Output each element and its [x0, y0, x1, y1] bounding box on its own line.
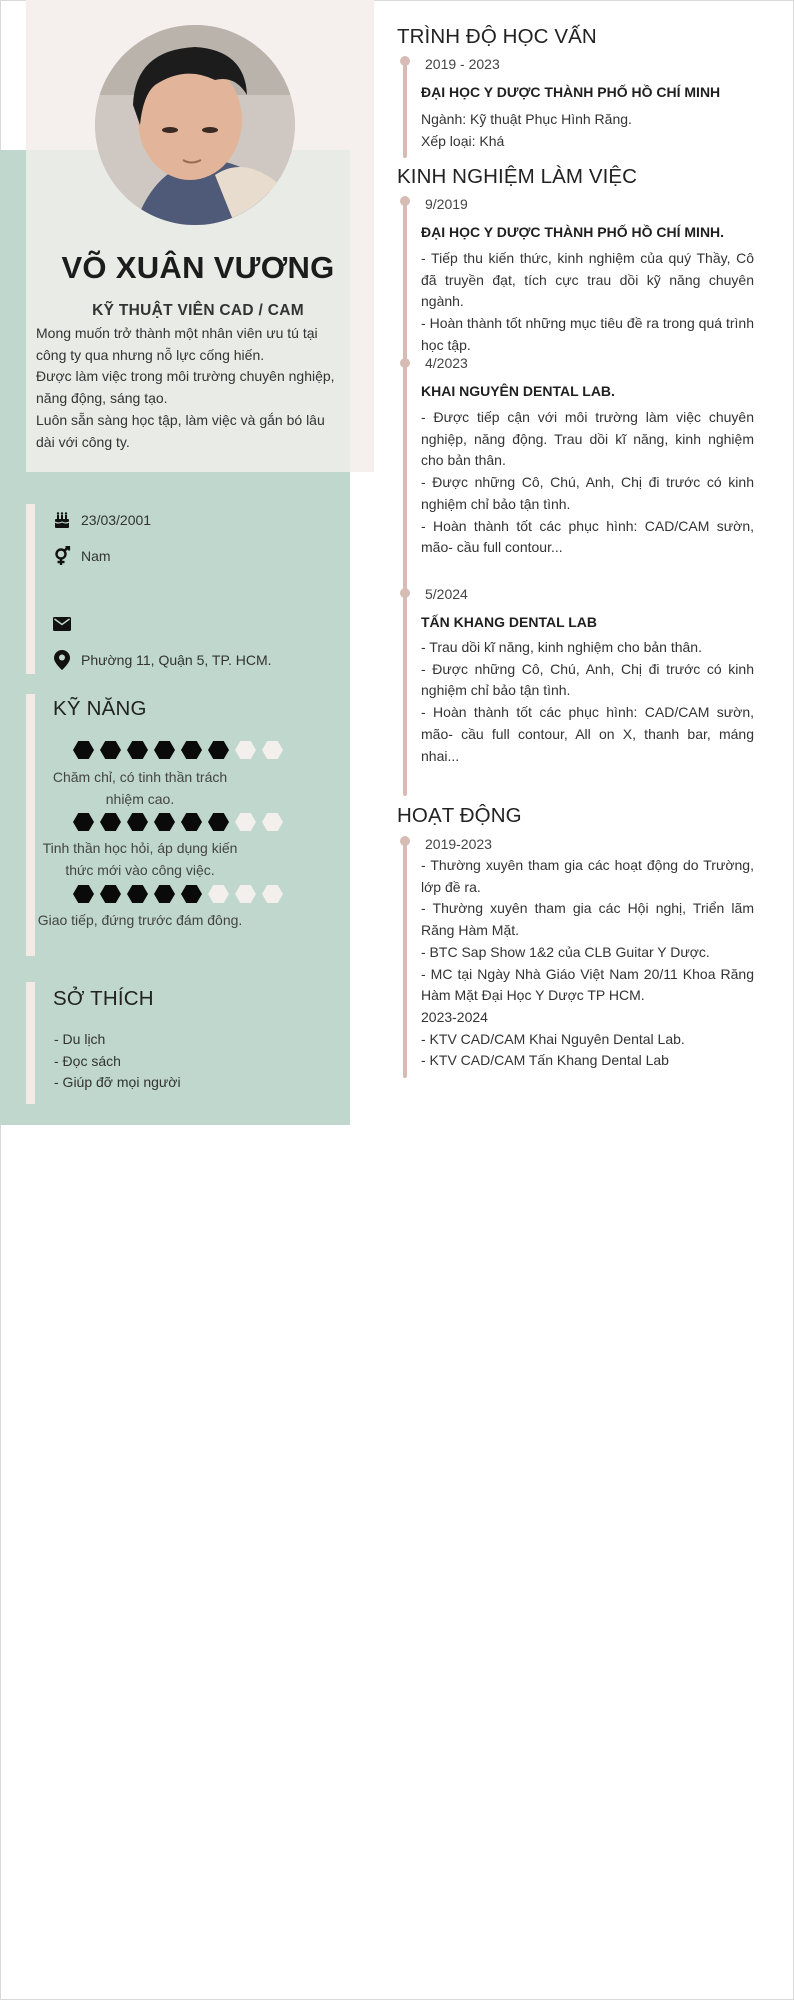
rating-hex-filled [181, 813, 202, 831]
experience-line: - Được những Cô, Chú, Anh, Chị đi trước có kinh nghiệm chỉ bảo tận tình. [421, 474, 754, 512]
experience-line: - Được tiếp cận với môi trường làm việc chuyên nghiệp, năng động. Trau dồi kĩ năng, kinh nghiệm cho bản thân. [421, 409, 754, 469]
rating-hex-empty [235, 885, 256, 903]
experience-line: - Tiếp thu kiến thức, kinh nghiệm của quý Thầy, Cô đã truyền đạt, tích cực trau dồi kỹ năng chuyên ngành. [421, 250, 754, 310]
birthday-value: 23/03/2001 [81, 512, 152, 528]
hobbies-section-bar [26, 982, 35, 1104]
activity-line: - MC tại Ngày Nhà Giáo Việt Nam 20/11 Khoa Răng Hàm Mặt Đại Học Y Dược TP HCM. [421, 965, 754, 1004]
rating-hex-filled [154, 813, 175, 831]
timeline-dot [400, 836, 410, 846]
rating-hex-empty [235, 813, 256, 831]
activity-line: - KTV CAD/CAM Tấn Khang Dental Lab [421, 1052, 669, 1069]
rating-hex-filled [154, 885, 175, 903]
skills-section-bar [26, 694, 35, 956]
experience-date: 9/2019 [425, 196, 468, 212]
job-title: KỸ THUẬT VIÊN CAD / CAM [92, 302, 304, 319]
rating-hex-filled [100, 741, 121, 759]
rating-hex-filled [127, 741, 148, 759]
rating-hex-filled [100, 885, 121, 903]
education-line: Ngành: Kỹ thuật Phục Hình Răng. [421, 111, 632, 127]
education-line: Xếp loại: Khá [421, 132, 505, 149]
birthday-row [52, 510, 151, 530]
activities-date: 2019-2023 [425, 836, 492, 852]
skills-heading: KỸ NĂNG [53, 697, 147, 720]
candidate-name: VÕ XUÂN VƯƠNG [61, 250, 335, 285]
rating-hex-filled [127, 885, 148, 903]
timeline-dot [400, 358, 410, 368]
rating-hex-filled [154, 741, 175, 759]
rating-hex-empty [262, 885, 283, 903]
skill-rating [73, 741, 283, 759]
avatar [95, 25, 295, 225]
email-row [52, 614, 81, 634]
gender-icon [52, 546, 72, 566]
objective-line: Mong muốn trở thành một nhân viên ưu tú tại công ty qua nhưng nỗ lực cống hiến. [36, 325, 318, 363]
gender-row [52, 546, 111, 566]
timeline-dot [400, 588, 410, 598]
email-icon [52, 614, 72, 634]
hobby-item: - Giúp đỡ mọi người [54, 1074, 181, 1091]
career-objective [36, 323, 346, 453]
objective-line: Luôn sẵn sàng học tập, làm việc và gắn bó lâu dài với công ty. [36, 411, 325, 450]
experience-line: - Trau dồi kĩ năng, kinh nghiệm cho bản thân. [421, 639, 702, 655]
rating-hex-empty [235, 741, 256, 759]
hobby-item: - Du lịch [54, 1031, 106, 1047]
skill-label: Giao tiếp, đứng trước đám đông. [37, 912, 243, 928]
skill-rating [73, 885, 283, 903]
experience-details [421, 407, 754, 559]
experience-timeline [403, 198, 407, 796]
avatar-photo [95, 25, 295, 225]
education-timeline [403, 58, 407, 158]
education-date: 2019 - 2023 [425, 56, 500, 72]
skill-label: Tinh thần học hỏi, áp dụng kiến thức mới vào công việc. [42, 840, 238, 878]
activities-timeline [403, 838, 407, 1078]
timeline-dot [400, 196, 410, 206]
contact-section-bar [26, 504, 35, 674]
rating-hex-filled [73, 885, 94, 903]
activity-line: - KTV CAD/CAM Khai Nguyên Dental Lab. [421, 1030, 685, 1047]
address-value: Phường 11, Quận 5, TP. HCM. [81, 652, 272, 668]
rating-hex-filled [100, 813, 121, 831]
experience-line: - Hoàn thành tốt những mục tiêu đề ra trong quá trình học tập. [421, 315, 754, 353]
activities-heading: HOẠT ĐỘNG [397, 804, 522, 827]
birthday-cake-icon [52, 510, 72, 530]
experience-heading: KINH NGHIỆM LÀM VIỆC [397, 165, 638, 188]
experience-date: 5/2024 [425, 586, 468, 602]
rating-hex-filled [208, 813, 229, 831]
education-heading: TRÌNH ĐỘ HỌC VẤN [397, 25, 597, 48]
hobby-item: - Đọc sách [54, 1052, 121, 1069]
rating-hex-empty [208, 885, 229, 903]
rating-hex-filled [73, 741, 94, 759]
hobbies-heading: SỞ THÍCH [53, 987, 154, 1010]
experience-details [421, 637, 754, 767]
timeline-dot [400, 56, 410, 66]
experience-details [421, 248, 754, 357]
experience-org: KHAI NGUYÊN DENTAL LAB. [421, 383, 615, 399]
rating-hex-filled [208, 741, 229, 759]
experience-org: TẤN KHANG DENTAL LAB [421, 614, 598, 630]
activity-line: - Thường xuyên tham gia các Hội nghị, Triển lãm Răng Hàm Mặt. [421, 900, 754, 939]
gender-value: Nam [81, 548, 111, 564]
objective-line: Được làm việc trong môi trường chuyên nghiệp, năng động, sáng tạo. [36, 368, 335, 407]
rating-hex-filled [127, 813, 148, 831]
experience-org: ĐẠI HỌC Y DƯỢC THÀNH PHỐ HỒ CHÍ MINH. [421, 224, 725, 240]
activities-details [421, 855, 754, 1072]
skill-label: Chăm chỉ, có tinh thần trách nhiệm cao. [52, 769, 228, 807]
address-row [52, 650, 272, 670]
hobbies-list [54, 1029, 181, 1094]
activity-line: - Thường xuyên tham gia các hoạt động do Trường, lớp đề ra. [421, 857, 754, 895]
rating-hex-empty [262, 741, 283, 759]
experience-line: - Hoàn thành tốt các phục hình: CAD/CAM sườn, mão- cầu full contour, All on X, thanh bar, máng nhai... [421, 704, 754, 764]
rating-hex-filled [181, 885, 202, 903]
activity-line: - BTC Sap Show 1&2 của CLB Guitar Y Dược. [421, 943, 710, 960]
experience-date: 4/2023 [425, 355, 468, 371]
experience-line: - Được những Cô, Chú, Anh, Chị đi trước có kinh nghiệm chỉ bảo tận tình. [421, 660, 754, 699]
education-details [421, 109, 754, 152]
rating-hex-empty [262, 813, 283, 831]
education-school: ĐẠI HỌC Y DƯỢC THÀNH PHỐ HỒ CHÍ MINH [421, 84, 721, 100]
skill-rating [73, 813, 283, 831]
rating-hex-filled [181, 741, 202, 759]
location-pin-icon [52, 650, 72, 670]
activity-line: 2023-2024 [421, 1008, 488, 1025]
rating-hex-filled [73, 813, 94, 831]
experience-line: - Hoàn thành tốt các phục hình: CAD/CAM sườn, mão- cầu full contour... [421, 517, 754, 556]
